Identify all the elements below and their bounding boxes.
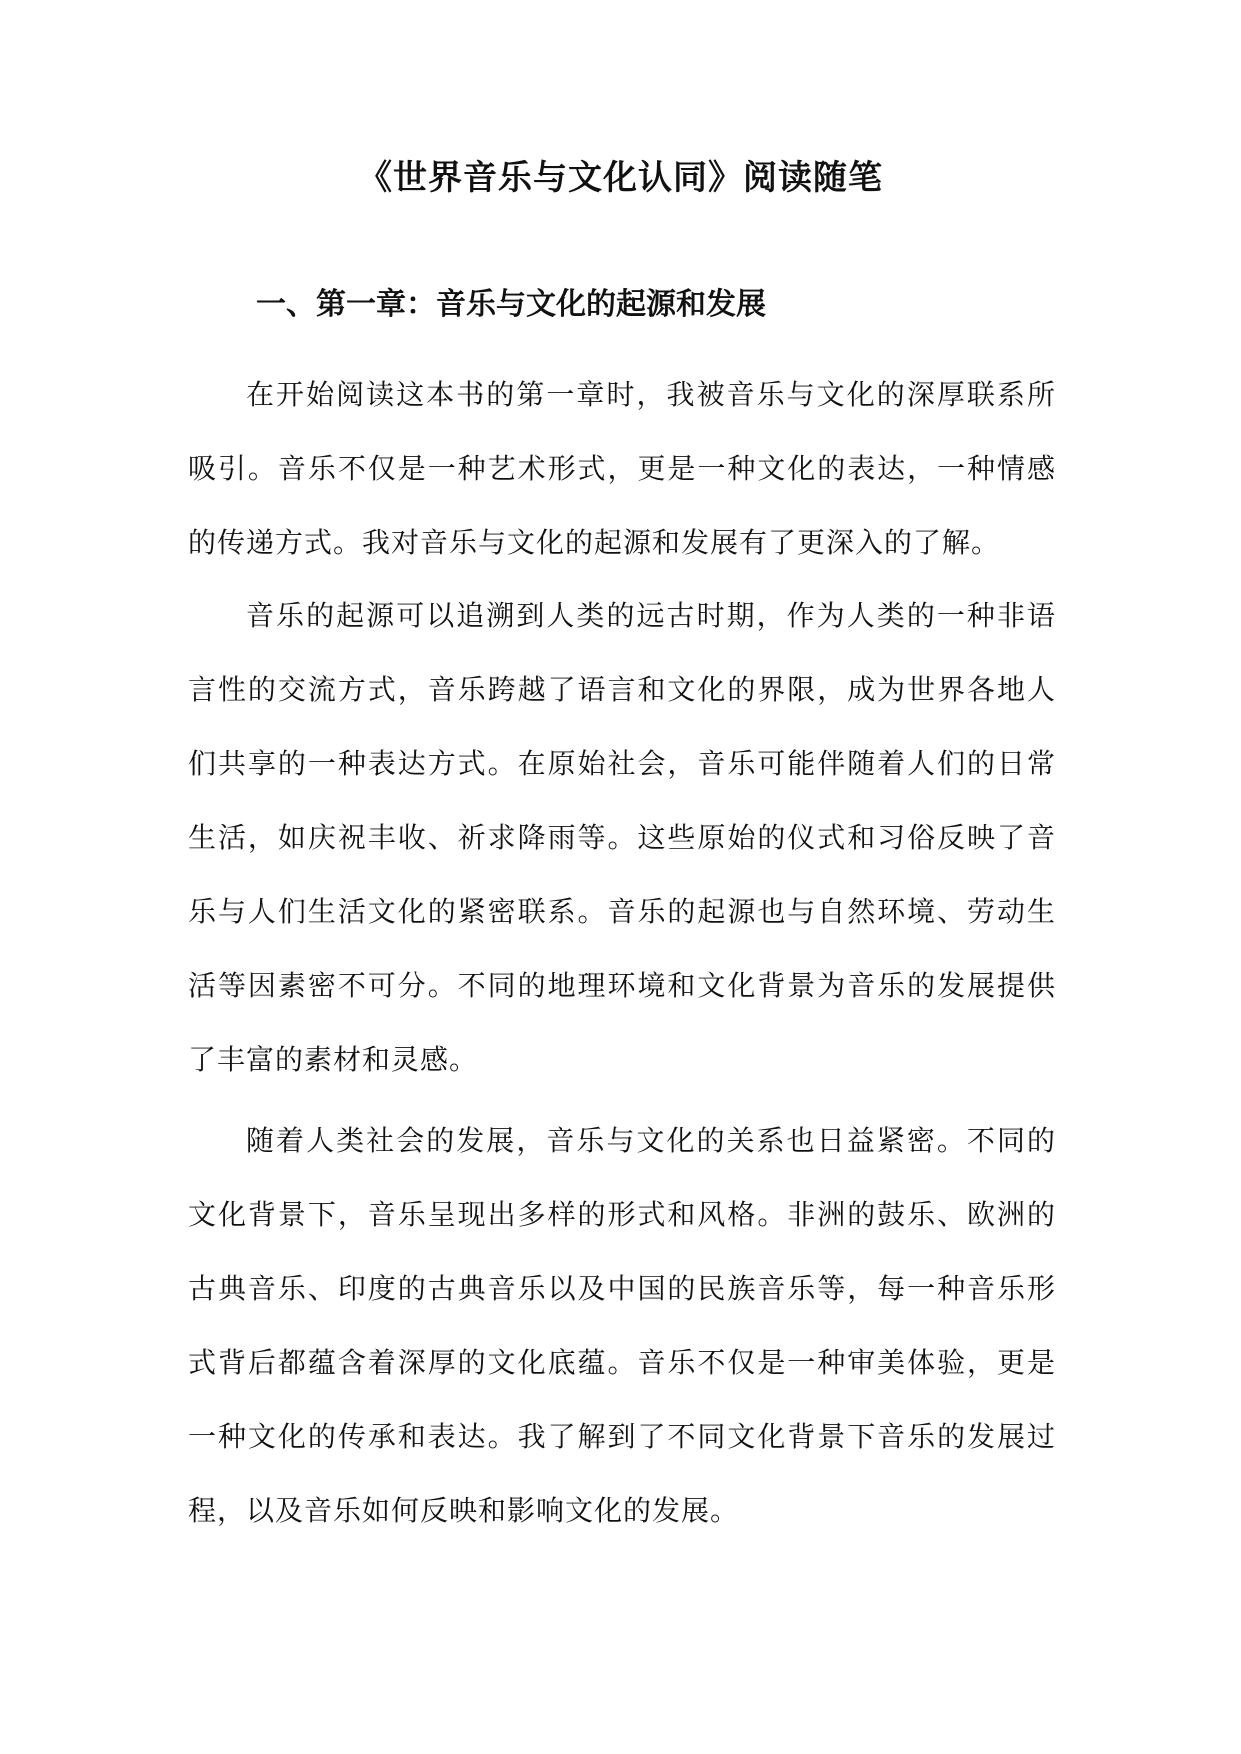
paragraph-1: 在开始阅读这本书的第一章时，我被音乐与文化的深厚联系所吸引。音乐不仅是一种艺术形式，更是一种文化的表达，一种情感的传递方式。我对音乐与文化的起源和发展有了更深入的了解。	[188, 378, 1056, 559]
paragraph-2: 音乐的起源可以追溯到人类的远古时期，作为人类的一种非语言性的交流方式，音乐跨越了语言和文化的界限，成为世界各地人们共享的一种表达方式。在原始社会，音乐可能伴随着人们的日常生活，如庆祝丰收、祈求降雨等。这些原始的仪式和习俗反映了音乐与人们生活文化的紧密联系。音乐的起源也与自然环境、劳动生活等因素密不可分。不同的地理环境和文化背景为音乐的发展提供了丰富的素材和灵感。	[188, 599, 1056, 1076]
section-heading: 一、第一章：音乐与文化的起源和发展	[256, 287, 766, 322]
paragraph-3: 随着人类社会的发展，音乐与文化的关系也日益紧密。不同的文化背景下，音乐呈现出多样的形式和风格。非洲的鼓乐、欧洲的古典音乐、印度的古典音乐以及中国的民族音乐等，每一种音乐形式背后都蕴含着深厚的文化底蕴。音乐不仅是一种审美体验，更是一种文化的传承和表达。我了解到了不同文化背景下音乐的发展过程，以及音乐如何反映和影响文化的发展。	[188, 1124, 1056, 1527]
document-title: 《世界音乐与文化认同》阅读随笔	[358, 158, 883, 198]
